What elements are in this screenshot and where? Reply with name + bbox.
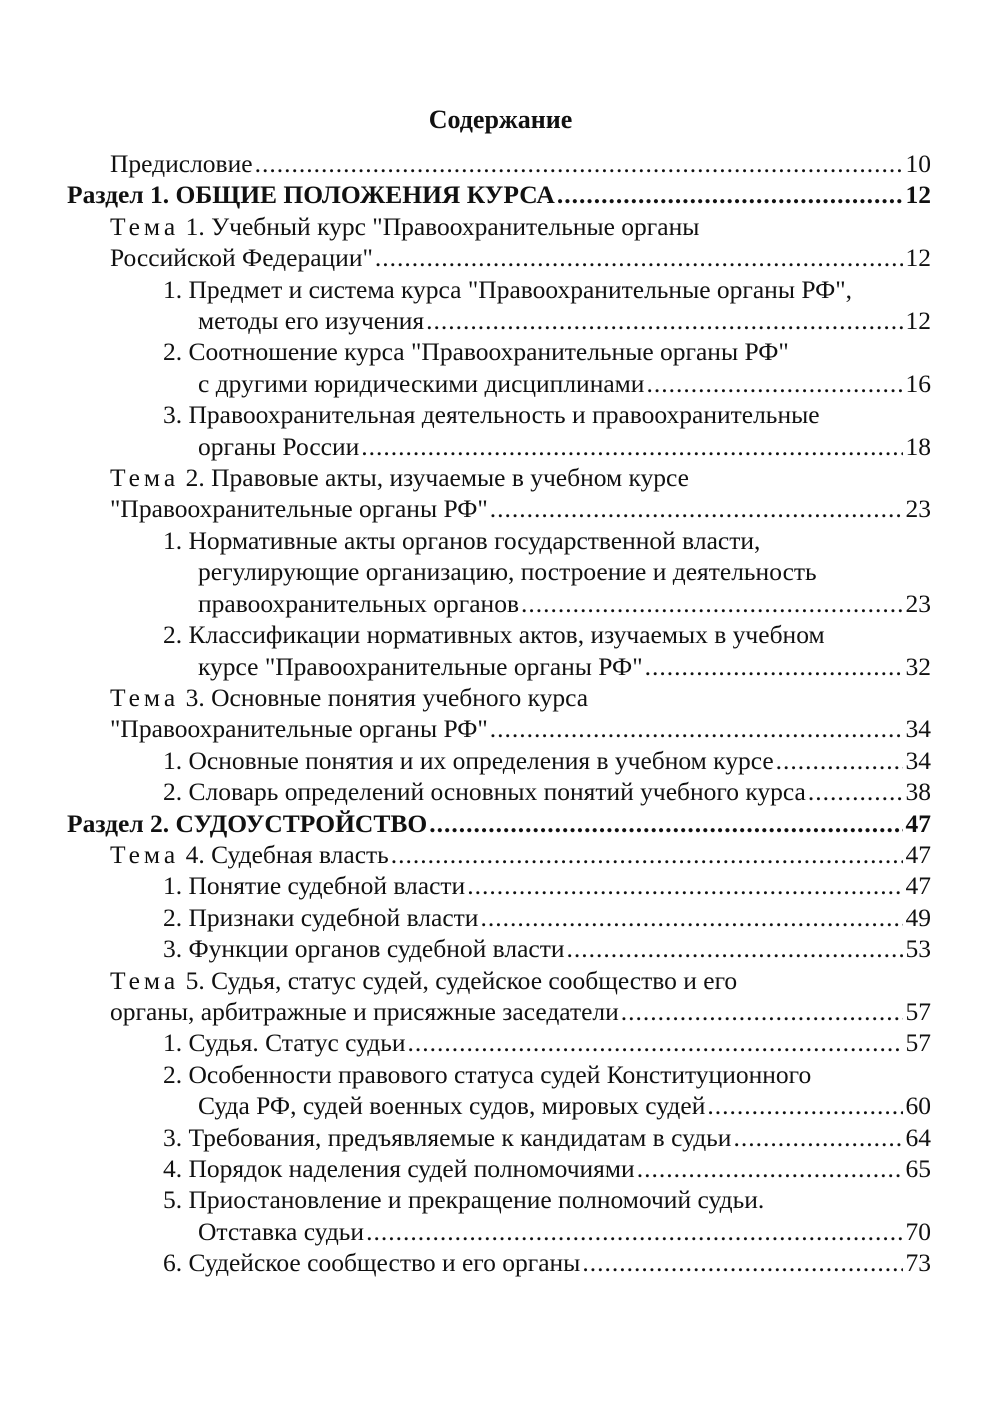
- toc-topic-entry: [0, 965, 1001, 1028]
- table-of-contents: [0, 148, 1001, 1279]
- toc-entry: [0, 1153, 1001, 1184]
- toc-entry: [0, 1027, 1001, 1058]
- toc-line: [163, 1122, 931, 1153]
- dot-leader: [408, 1027, 903, 1058]
- page-number: 70: [905, 1216, 931, 1246]
- page-number: 34: [905, 745, 931, 775]
- page-number: 60: [905, 1091, 931, 1121]
- toc-entry-text: 3. Правоохранительная деятельность и правоохранительные: [163, 400, 820, 430]
- toc-line: [110, 148, 931, 179]
- toc-line: [163, 651, 931, 682]
- toc-entry-text: регулирующие организацию, построение и деятельность: [198, 557, 817, 587]
- toc-line: [163, 525, 931, 556]
- toc-entry-text: 1. Основные понятия и их определения в учебном курсе: [163, 745, 774, 775]
- toc-entry-text: курсе "Правоохранительные органы РФ": [198, 651, 643, 681]
- topic-prefix: Тема: [110, 682, 180, 712]
- toc-entry: [0, 336, 1001, 399]
- page-number: 23: [905, 588, 931, 618]
- toc-entry: [0, 1122, 1001, 1153]
- toc-entry: [0, 525, 1001, 619]
- toc-entry-text: методы его изучения: [198, 306, 425, 336]
- toc-entry-text: 6. Судейское сообщество и его органы: [163, 1248, 581, 1278]
- toc-line: [163, 902, 931, 933]
- toc-line: [110, 839, 931, 870]
- toc-line: [110, 965, 931, 996]
- topic-prefix: Тема: [110, 965, 180, 995]
- toc-line: [163, 745, 931, 776]
- dot-leader: [490, 713, 903, 744]
- dot-leader: [366, 1216, 903, 1247]
- toc-line: [163, 431, 931, 462]
- toc-entry: [0, 745, 1001, 776]
- dot-leader: [808, 776, 903, 807]
- toc-entry: [0, 148, 1001, 179]
- toc-entry-text: Предисловие: [110, 149, 253, 178]
- toc-line: [163, 870, 931, 901]
- dot-leader: [490, 493, 903, 524]
- toc-entry-text: Тема 2. Правовые акты, изучаемые в учебном курсе: [110, 463, 689, 493]
- toc-line: [110, 996, 931, 1027]
- page-title: Содержание: [428, 105, 573, 134]
- toc-entry-text: 3. Функции органов судебной власти: [163, 934, 565, 964]
- toc-entry-text: "Правоохранительные органы РФ": [110, 494, 488, 524]
- toc-line: [163, 336, 931, 367]
- toc-entry: [0, 902, 1001, 933]
- page-number: 57: [905, 996, 931, 1026]
- toc-entry-text: 5. Приостановление и прекращение полномочий судьи.: [163, 1185, 765, 1215]
- page-number: 64: [905, 1122, 931, 1152]
- toc-topic-entry: [0, 839, 1001, 870]
- toc-entry-text: Тема 5. Судья, статус судей, судейское сообщество и его: [110, 965, 738, 995]
- dot-leader: [255, 148, 903, 179]
- toc-entry-text: Раздел 2. СУДОУСТРОЙСТВО: [67, 808, 428, 838]
- toc-entry-text: Тема 4. Судебная власть: [110, 839, 389, 869]
- topic-prefix: Тема: [110, 463, 180, 493]
- dot-leader: [637, 1153, 903, 1184]
- page-number: 12: [905, 180, 931, 210]
- page-number: 34: [905, 714, 931, 744]
- toc-entry: [0, 274, 1001, 337]
- dot-leader: [776, 745, 903, 776]
- dot-leader: [426, 305, 903, 336]
- dot-leader: [621, 996, 903, 1027]
- toc-line: [110, 493, 931, 524]
- page-number: 10: [905, 149, 931, 178]
- toc-entry: [0, 870, 1001, 901]
- page-number: 65: [905, 1154, 931, 1183]
- page-number: 47: [905, 839, 931, 869]
- toc-line: [110, 682, 931, 713]
- toc-line: [163, 1184, 931, 1215]
- toc-entry: [0, 1247, 1001, 1278]
- toc-line: [163, 305, 931, 336]
- toc-entry-text: Тема 1. Учебный курс "Правоохранительные органы: [110, 211, 700, 241]
- toc-entry: [0, 776, 1001, 807]
- page-number: 16: [905, 368, 931, 398]
- toc-entry-text: Раздел 1. ОБЩИЕ ПОЛОЖЕНИЯ КУРСА: [67, 180, 555, 210]
- toc-entry-text: Тема 3. Основные понятия учебного курса: [110, 682, 589, 712]
- toc-entry-text: 2. Словарь определений основных понятий учебного курса: [163, 777, 806, 807]
- page-number: 38: [905, 777, 931, 807]
- toc-line: [110, 462, 931, 493]
- dot-leader: [521, 588, 903, 619]
- dot-leader: [480, 902, 903, 933]
- toc-section-entry: [0, 179, 1001, 210]
- toc-entry-text: 1. Понятие судебной власти: [163, 871, 466, 901]
- toc-line: [110, 211, 931, 242]
- page-number: 47: [905, 808, 931, 838]
- toc-entry-text: Отставка судьи: [198, 1216, 365, 1246]
- toc-line: [163, 588, 931, 619]
- toc-line: [163, 1153, 931, 1184]
- dot-leader: [646, 368, 903, 399]
- toc-entry-text: Суда РФ, судей военных судов, мировых судей: [198, 1091, 706, 1121]
- toc-line: [163, 1027, 931, 1058]
- toc-line: [163, 274, 931, 305]
- toc-line: [163, 1247, 931, 1278]
- toc-entry-text: органы, арбитражные и присяжные заседатели: [110, 996, 619, 1026]
- page-number: 12: [905, 306, 931, 336]
- toc-line: [163, 1216, 931, 1247]
- page-number: 53: [905, 934, 931, 964]
- dot-leader: [645, 651, 903, 682]
- toc-entry-text: Российской Федерации": [110, 243, 373, 273]
- toc-entry: [0, 399, 1001, 462]
- toc-entry-text: 1. Нормативные акты органов государственной власти,: [163, 525, 761, 555]
- page-number: 18: [905, 431, 931, 461]
- toc-entry-text: 2. Соотношение курса "Правоохранительные органы РФ": [163, 337, 789, 367]
- dot-leader: [375, 242, 903, 273]
- toc-line: [163, 1090, 931, 1121]
- toc-line: [67, 808, 931, 839]
- toc-entry-text: 3. Требования, предъявляемые к кандидатам в судьи: [163, 1122, 732, 1152]
- dot-leader: [707, 1090, 903, 1121]
- toc-entry: [0, 1184, 1001, 1247]
- toc-line: [163, 1059, 931, 1090]
- toc-line: [163, 776, 931, 807]
- toc-line: [67, 179, 931, 210]
- toc-line: [163, 556, 931, 587]
- toc-entry: [0, 619, 1001, 682]
- toc-entry-text: "Правоохранительные органы РФ": [110, 714, 488, 744]
- page-number: 23: [905, 494, 931, 524]
- page-number: 49: [905, 902, 931, 932]
- toc-entry-text: 1. Судья. Статус судьи: [163, 1028, 406, 1058]
- toc-topic-entry: [0, 211, 1001, 274]
- toc-line: [163, 619, 931, 650]
- toc-entry-text: 4. Порядок наделения судей полномочиями: [163, 1154, 635, 1183]
- toc-entry: [0, 1059, 1001, 1122]
- dot-leader: [467, 870, 903, 901]
- dot-leader: [567, 933, 903, 964]
- page-number: 73: [905, 1248, 931, 1278]
- toc-entry-text: 2. Классификации нормативных актов, изучаемых в учебном: [163, 620, 825, 650]
- toc-line: [163, 933, 931, 964]
- page-number: 12: [905, 243, 931, 273]
- topic-prefix: Тема: [110, 839, 180, 869]
- page-number: 32: [905, 651, 931, 681]
- toc-line: [163, 399, 931, 430]
- page-number: 57: [905, 1028, 931, 1058]
- toc-entry-text: 2. Признаки судебной власти: [163, 902, 479, 932]
- toc-section-entry: [0, 808, 1001, 839]
- toc-entry-text: с другими юридическими дисциплинами: [198, 368, 645, 398]
- dot-leader: [361, 431, 903, 462]
- toc-line: [110, 713, 931, 744]
- dot-leader: [733, 1122, 903, 1153]
- dot-leader: [557, 179, 903, 210]
- toc-line: [163, 368, 931, 399]
- toc-entry-text: 1. Предмет и система курса "Правоохранительные органы РФ",: [163, 274, 852, 304]
- toc-topic-entry: [0, 462, 1001, 525]
- toc-entry: [0, 933, 1001, 964]
- toc-topic-entry: [0, 682, 1001, 745]
- toc-entry-text: правоохранительных органов: [198, 588, 519, 618]
- toc-entry-text: органы России: [198, 431, 360, 461]
- toc-entry-text: 2. Особенности правового статуса судей Конституционного: [163, 1059, 812, 1089]
- toc-line: [110, 242, 931, 273]
- dot-leader: [391, 839, 903, 870]
- page-number: 47: [905, 871, 931, 901]
- dot-leader: [582, 1247, 903, 1278]
- topic-prefix: Тема: [110, 211, 180, 241]
- dot-leader: [429, 808, 903, 839]
